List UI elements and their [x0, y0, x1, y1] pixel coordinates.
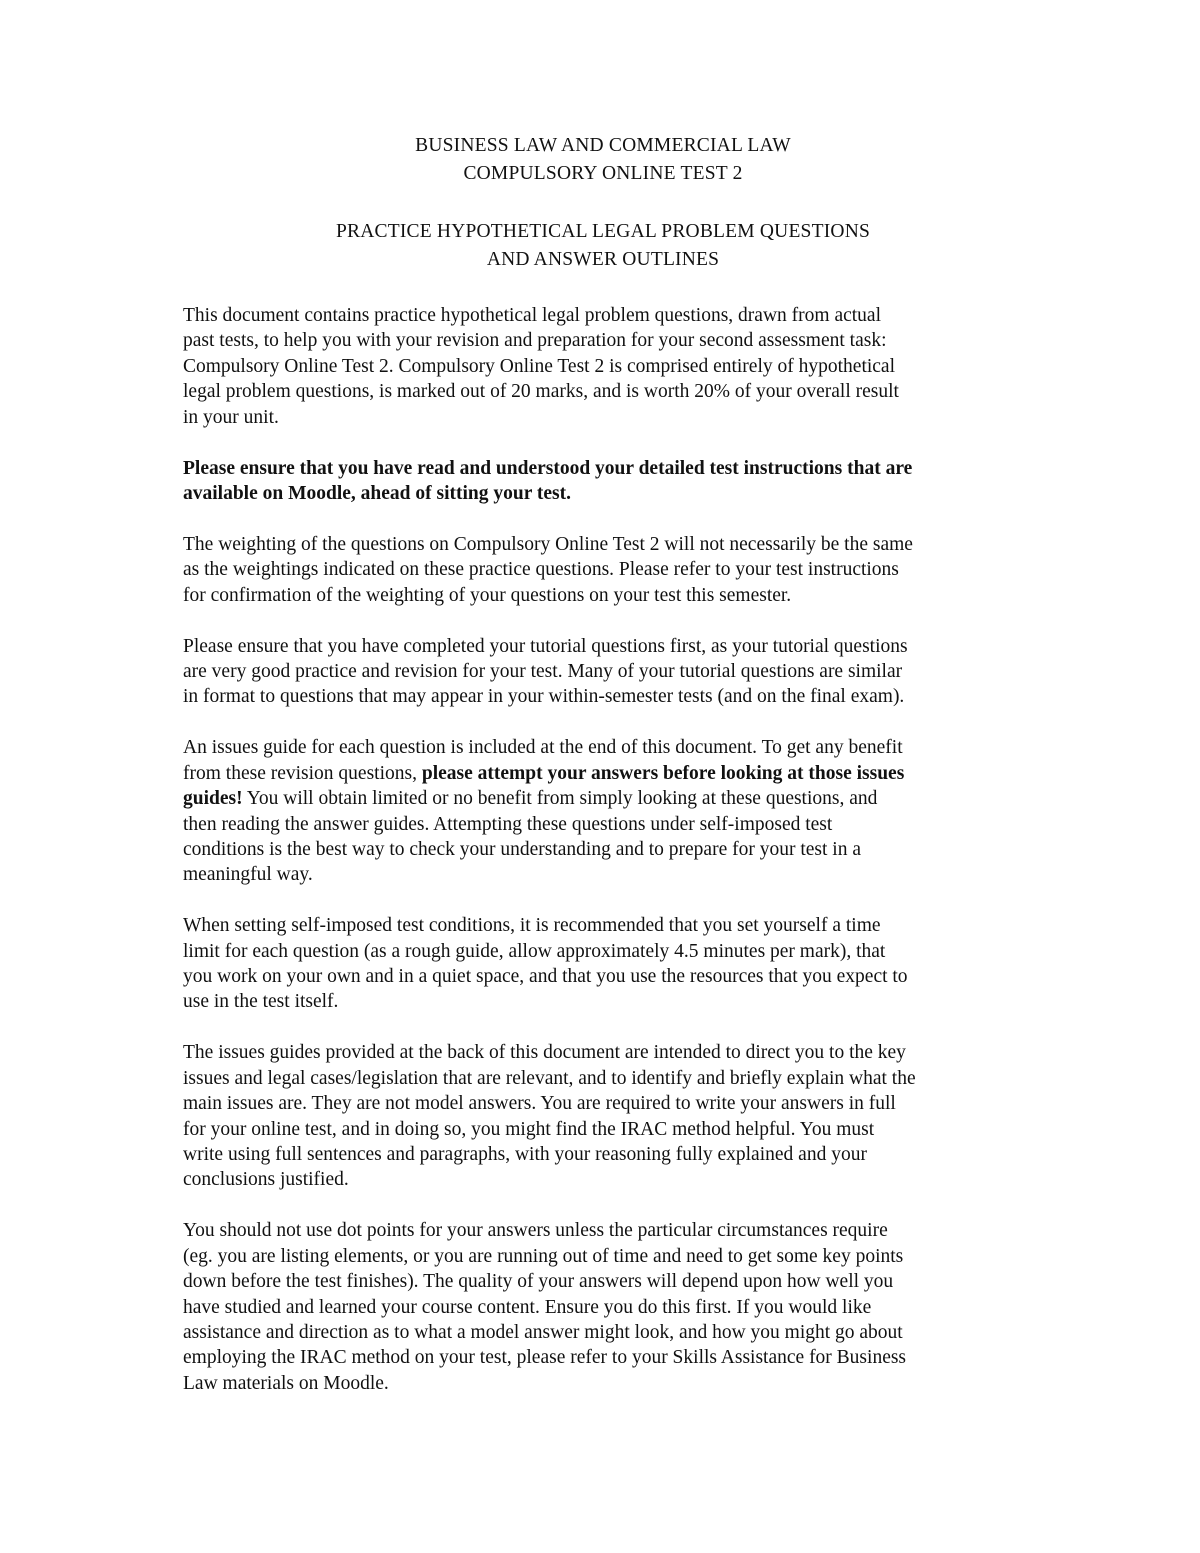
text-line: then reading the answer guides. Attempting these questions under self-imposed test [183, 813, 833, 835]
text-line: for your online test, and in doing so, you might find the IRAC method helpful. You must [183, 1118, 875, 1140]
text-line: You should not use dot points for your answers unless the particular circumstances require [183, 1220, 888, 1242]
text-line: Please ensure that you have completed your tutorial questions first, as your tutorial questions [183, 635, 908, 657]
test-conditions-paragraph [183, 913, 1023, 1015]
text-line: as the weightings indicated on these practice questions. Please refer to your test instructions [183, 559, 899, 581]
course-title-line-1: BUSINESS LAW AND COMMERCIAL LAW [415, 135, 791, 156]
text-line: past tests, to help you with your revision and preparation for your second assessment task: [183, 330, 887, 352]
text-line: you work on your own and in a quiet space, and that you use the resources that you expect to [183, 966, 908, 988]
text-line: The issues guides provided at the back of this document are intended to direct you to the key [183, 1042, 906, 1064]
text-line: write using full sentences and paragraphs, with your reasoning fully explained and your [183, 1143, 867, 1165]
text-line [183, 786, 1023, 811]
weighting-paragraph [183, 532, 1023, 608]
document-body [183, 132, 1023, 1422]
text-line: This document contains practice hypothetical legal problem questions, drawn from actual [183, 305, 881, 326]
text-line: down before the test finishes). The quality of your answers will depend upon how well you [183, 1271, 894, 1293]
text-line: conditions is the best way to check your understanding and to prepare for your test in a [183, 838, 861, 860]
text-line: have studied and learned your course content. Ensure you do this first. If you would like [183, 1296, 872, 1318]
text-line: Law materials on Moodle. [183, 1372, 389, 1394]
dot-points-paragraph [183, 1218, 1023, 1396]
text-line [183, 761, 1023, 786]
instructions-notice [183, 456, 1023, 507]
bold-text-segment: please attempt your answers before looking at those issues [421, 762, 905, 784]
text-line: issues and legal cases/legislation that are relevant, and to identify and briefly explain what the [183, 1067, 916, 1089]
document-title-line-2: AND ANSWER OUTLINES [486, 249, 720, 270]
bold-text-segment: guides! [183, 788, 243, 810]
document-title-line-1: PRACTICE HYPOTHETICAL LEGAL PROBLEM QUESTIONS [335, 221, 871, 242]
text-line: for confirmation of the weighting of your questions on your test this semester. [183, 584, 792, 606]
text-line: main issues are. They are not model answers. You are required to write your answers in full [183, 1093, 896, 1115]
tutorial-paragraph [183, 634, 1023, 710]
text-line: limit for each question (as a rough guide, allow approximately 4.5 minutes per mark), that [183, 940, 886, 962]
text-line: (eg. you are listing elements, or you are running out of time and need to get some key points [183, 1245, 904, 1267]
intro-paragraph [183, 303, 1023, 430]
document-title [183, 218, 1023, 274]
issues-guide-paragraph [183, 735, 1023, 887]
text-line: in your unit. [183, 406, 279, 428]
text-line: When setting self-imposed test conditions, it is recommended that you set yourself a time [183, 915, 881, 937]
text-line: assistance and direction as to what a model answer might look, and how you might go about [183, 1321, 903, 1343]
text-line: in format to questions that may appear in your within-semester tests (and on the final exam). [183, 686, 905, 708]
text-segment: from these revision questions, [183, 762, 422, 784]
text-line: are very good practice and revision for your test. Many of your tutorial questions are similar [183, 660, 903, 682]
course-title [183, 132, 1023, 188]
text-line: meaningful way. [183, 864, 313, 886]
course-title-line-2: COMPULSORY ONLINE TEST 2 [463, 163, 743, 184]
text-line: The weighting of the questions on Compulsory Online Test 2 will not necessarily be the same [183, 533, 913, 555]
text-line: legal problem questions, is marked out of 20 marks, and is worth 20% of your overall result [183, 381, 899, 403]
text-segment: You will obtain limited or no benefit from simply looking at these questions, and [242, 788, 878, 810]
text-line: Compulsory Online Test 2. Compulsory Online Test 2 is comprised entirely of hypothetical [183, 355, 896, 377]
text-line: available on Moodle, ahead of sitting your test. [183, 482, 572, 504]
text-line: employing the IRAC method on your test, please refer to your Skills Assistance for Business [183, 1347, 907, 1369]
text-line: conclusions justified. [183, 1169, 349, 1191]
text-line: use in the test itself. [183, 991, 339, 1013]
text-line: An issues guide for each question is included at the end of this document. To get any benefit [183, 737, 903, 759]
text-line: Please ensure that you have read and understood your detailed test instructions that are [183, 457, 913, 479]
irac-paragraph [183, 1040, 1023, 1192]
